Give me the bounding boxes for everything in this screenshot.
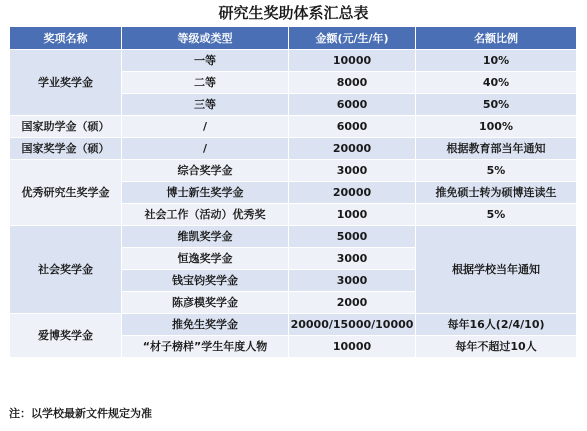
award-name-cell: 爱博奖学金 (10, 314, 122, 358)
header-amount: 金额(元/生/年) (289, 27, 416, 50)
award-name-cell: 优秀研究生奖学金 (10, 160, 122, 226)
ratio-cell: 5% (416, 160, 577, 182)
ratio-cell: 50% (416, 94, 577, 116)
scholarship-table (9, 26, 577, 358)
table-row (10, 160, 577, 182)
ratio-cell: 10% (416, 50, 577, 72)
award-name-cell: 社会奖学金 (10, 226, 122, 314)
ratio-cell: 100% (416, 116, 577, 138)
footnote: 注：以学校最新文件规定为准 (9, 407, 152, 420)
amount-cell: 20000 (289, 182, 416, 204)
header-quota-ratio: 名额比例 (416, 27, 577, 50)
type-cell: 恒逸奖学金 (122, 248, 289, 270)
ratio-cell: 根据学校当年通知 (416, 226, 577, 314)
amount-cell: 6000 (289, 94, 416, 116)
amount-cell: 6000 (289, 116, 416, 138)
type-cell: 博士新生奖学金 (122, 182, 289, 204)
header-award-name: 奖项名称 (10, 27, 122, 50)
table-row (10, 226, 577, 248)
amount-cell: 2000 (289, 292, 416, 314)
page-title: 研究生奖助体系汇总表 (218, 4, 369, 22)
ratio-cell: 5% (416, 204, 577, 226)
type-cell: 综合奖学金 (122, 160, 289, 182)
type-cell: 钱宝钧奖学金 (122, 270, 289, 292)
amount-cell: 8000 (289, 72, 416, 94)
type-cell: 陈彦模奖学金 (122, 292, 289, 314)
amount-cell: 3000 (289, 160, 416, 182)
amount-cell: 3000 (289, 248, 416, 270)
type-cell: 社会工作（活动）优秀奖 (122, 204, 289, 226)
type-cell: 三等 (122, 94, 289, 116)
ratio-cell: 40% (416, 72, 577, 94)
type-cell: 二等 (122, 72, 289, 94)
table-row (10, 314, 577, 336)
award-name-cell: 学业奖学金 (10, 50, 122, 116)
header-level-type: 等级或类型 (122, 27, 289, 50)
amount-cell: 10000 (289, 50, 416, 72)
amount-cell: 20000 (289, 138, 416, 160)
amount-cell: 1000 (289, 204, 416, 226)
amount-cell: 3000 (289, 270, 416, 292)
type-cell: 维凯奖学金 (122, 226, 289, 248)
award-name-cell: 国家助学金（硕） (10, 116, 122, 138)
type-cell: / (122, 138, 289, 160)
type-cell: / (122, 116, 289, 138)
header-row (10, 27, 577, 50)
ratio-cell: 推免硕士转为硕博连读生 (416, 182, 577, 204)
type-cell: 推免生奖学金 (122, 314, 289, 336)
award-name-cell: 国家奖学金（硕） (10, 138, 122, 160)
ratio-cell: 每年不超过10人 (416, 336, 577, 358)
amount-cell: 20000/15000/10000 (289, 314, 416, 336)
type-cell: 一等 (122, 50, 289, 72)
type-cell: “材子榜样”学生年度人物 (122, 336, 289, 358)
table-row (10, 50, 577, 72)
amount-cell: 5000 (289, 226, 416, 248)
ratio-cell: 每年16人(2/4/10) (416, 314, 577, 336)
table-row (10, 116, 577, 138)
amount-cell: 10000 (289, 336, 416, 358)
table-row (10, 138, 577, 160)
ratio-cell: 根据教育部当年通知 (416, 138, 577, 160)
